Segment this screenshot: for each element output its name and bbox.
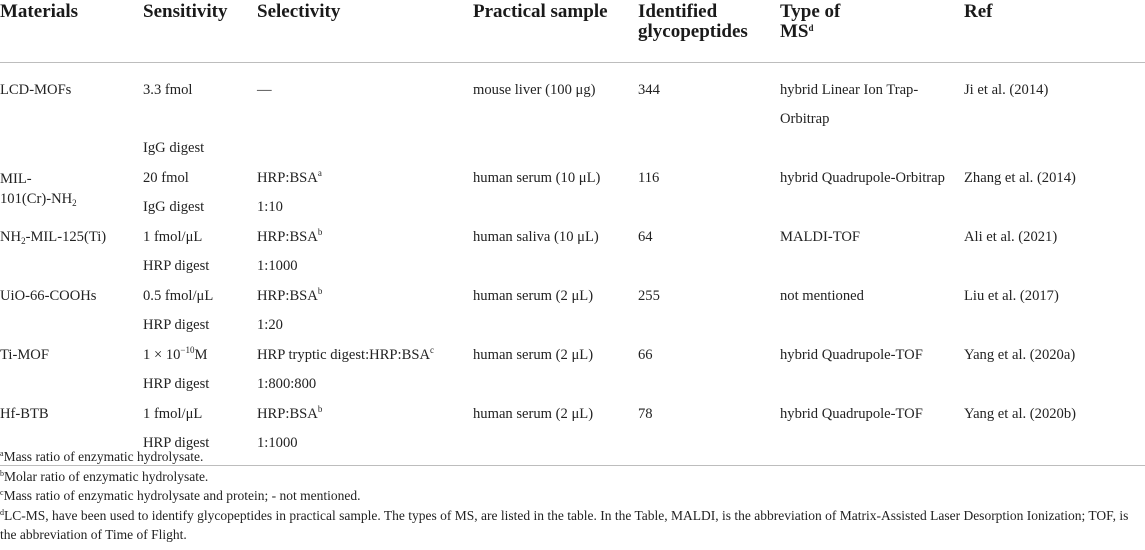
cell-identified: 255	[638, 287, 660, 304]
table-row-continuation: HRP digest 1:1000	[0, 252, 1145, 282]
cell-sensitivity: 20 fmol	[143, 169, 189, 186]
cell-ms-type: MALDI-TOF	[780, 228, 860, 245]
cell-material: Ti-MOF	[0, 346, 49, 363]
table-row-continuation: HRP digest 1:800:800	[0, 370, 1145, 400]
cell-sensitivity-detail: HRP digest	[143, 434, 210, 451]
header-selectivity: Selectivity	[257, 1, 341, 22]
cell-sensitivity-detail: HRP digest	[143, 316, 210, 333]
cell-material: UiO-66-COOHs	[0, 287, 97, 304]
header-type-of-ms: Type of $MS^d$	[780, 1, 841, 42]
cell-practical-sample: mouse liver (100 μg)	[473, 81, 596, 98]
cell-practical-sample: human serum (2 μL)	[473, 405, 594, 422]
cell-sensitivity: $1 \times 10^{-10}M$	[143, 344, 208, 363]
footnote-d: $^d$LC-MS, have been used to identify glycopeptides in practical sample. The types of MS, are listed in the table. In the Table, MALDI, is the abbreviation of Matrix-Assisted Laser Desorption Ionization; TOF, is the abbreviation of Time of Flight.	[0, 507, 1129, 542]
cell-selectivity: HRP:BSA$^b$	[257, 403, 323, 422]
cell-sensitivity-detail: HRP digest	[143, 375, 210, 392]
cell-ref: Yang et al. (2020b)	[964, 405, 1077, 422]
cell-ms-type: hybrid Linear Ion Trap-Orbitrap	[780, 81, 919, 127]
cell-selectivity: HRP tryptic digest:HRP:BSA$^c$	[257, 344, 434, 363]
header-practical-sample: Practical sample	[473, 1, 608, 22]
cell-ms-type: not mentioned	[780, 287, 864, 304]
cell-practical-sample: human serum (10 μL)	[473, 169, 601, 186]
cell-sensitivity-detail: IgG digest	[143, 139, 205, 156]
footnote-c: $^c$Mass ratio of enzymatic hydrolysate and protein; - not mentioned.	[0, 488, 361, 503]
cell-identified: 344	[638, 81, 660, 98]
cell-sensitivity: 1 fmol/μL	[143, 228, 203, 245]
table-row-continuation: IgG digest 1:10	[0, 193, 1145, 223]
cell-identified: 78	[638, 405, 653, 422]
cell-selectivity: HRP:BSA$^a$	[257, 167, 322, 186]
footnote-a: $^a$Mass ratio of enzymatic hydrolysate.	[0, 449, 204, 464]
table-row-continuation: HRP digest 1:1000	[0, 429, 1145, 466]
cell-material: Hf-BTB	[0, 405, 49, 422]
cell-ref: Yang et al. (2020a)	[964, 346, 1076, 363]
cell-sensitivity: 3.3 fmol	[143, 81, 193, 98]
header-materials: Materials	[0, 1, 79, 22]
header-sensitivity: Sensitivity	[143, 1, 228, 22]
table-row	[0, 400, 1145, 429]
table-footnotes	[0, 447, 1145, 545]
table-row	[0, 62, 1145, 134]
cell-identified: 116	[638, 169, 660, 186]
cell-practical-sample: human serum (2 μL)	[473, 346, 594, 363]
table-row	[0, 282, 1145, 311]
table-row	[0, 164, 1145, 193]
cell-ms-type: hybrid Quadrupole-TOF	[780, 405, 923, 422]
cell-identified: 66	[638, 346, 653, 363]
header-identified-glycopeptides: Identified glycopeptides	[638, 1, 748, 42]
table-row	[0, 341, 1145, 370]
footnote-b: $^b$Molar ratio of enzymatic hydrolysate.	[0, 468, 209, 484]
cell-material: $NH_2-MIL-125(Ti)$	[0, 228, 107, 246]
cell-sensitivity: 0.5 fmol/μL	[143, 287, 214, 304]
table-row-continuation	[0, 134, 1145, 164]
cell-selectivity: HRP:BSA$^b$	[257, 285, 323, 304]
cell-ms-type: hybrid Quadrupole-Orbitrap	[780, 169, 945, 186]
table-header-row	[0, 0, 1145, 62]
cell-identified: 64	[638, 228, 653, 245]
cell-material: LCD-MOFs	[0, 81, 72, 98]
cell-ref: Zhang et al. (2014)	[964, 169, 1076, 186]
cell-ref: Ali et al. (2021)	[964, 228, 1058, 245]
cell-ref: Liu et al. (2017)	[964, 287, 1059, 304]
table-row	[0, 223, 1145, 252]
cell-sensitivity: 1 fmol/μL	[143, 405, 203, 422]
cell-practical-sample: human serum (2 μL)	[473, 287, 594, 304]
cell-sensitivity-detail: IgG digest	[143, 198, 205, 215]
header-ref: Ref	[964, 1, 993, 22]
cell-material: MIL- $101(Cr)-NH_2$	[0, 170, 77, 208]
table-row-continuation: HRP digest 1:20	[0, 311, 1145, 341]
cell-selectivity: HRP:BSA$^b$	[257, 226, 323, 245]
cell-practical-sample: human saliva (10 μL)	[473, 228, 599, 245]
cell-selectivity: —	[257, 81, 272, 98]
cell-ref: Ji et al. (2014)	[964, 81, 1049, 98]
cell-sensitivity-detail: HRP digest	[143, 257, 210, 274]
cell-ms-type: hybrid Quadrupole-TOF	[780, 346, 923, 363]
